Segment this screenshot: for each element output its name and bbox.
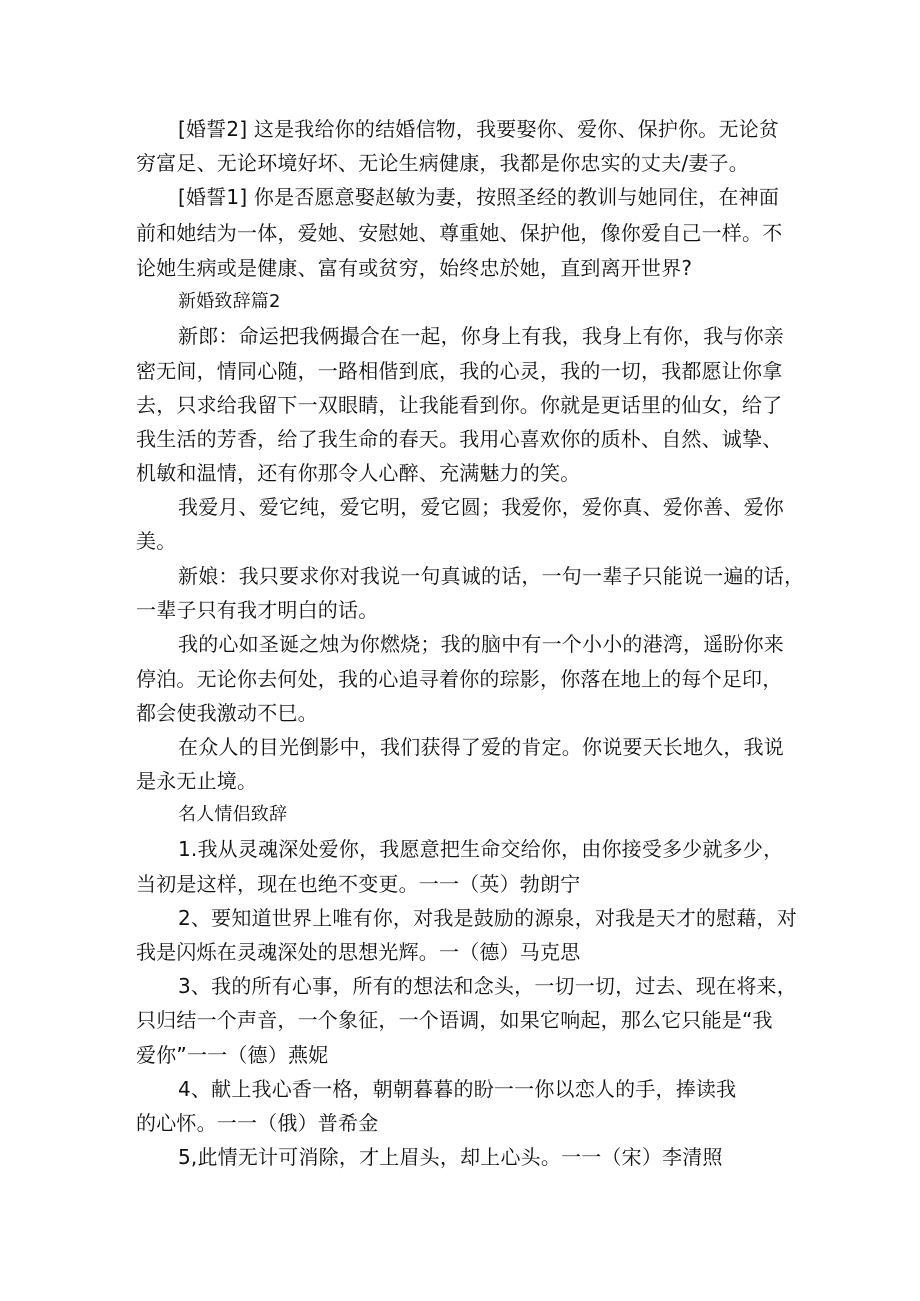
quote-3-line-3: 爱你”一一（德）燕妮 [136, 1043, 329, 1067]
quote-2-line-1: 2、要知道世界上唯有你，对我是鼓励的源泉，对我是天才的慰藉，对 [178, 906, 797, 930]
paragraph-groom-line-4: 我生活的芳香，给了我生命的春天。我用心喜欢你的质朴、自然、诚挚、 [136, 427, 783, 451]
paragraph-vow-2-line-2: 穷富足、无论环境好坏、无论生病健康，我都是你忠实的丈夫/妻子。 [136, 151, 749, 175]
quote-1-line-1: 1.我从灵魂深处爱你，我愿意把生命交给你，由你接受多少就多少， [178, 837, 784, 861]
paragraph-vow-1-line-2: 前和她结为一体，爱她、安慰她、尊重她、保护他，像你爱自己一样。不 [136, 221, 783, 245]
quote-3-line-1: 3、我的所有心事，所有的想法和念头，一切一切，过去、现在将来， [178, 974, 797, 998]
section-heading-wedding-speech-2: 新婚致辞篇2 [178, 291, 281, 312]
quote-2-line-2: 我是闪烁在灵魂深处的思想光辉。一（德）马克思 [136, 940, 581, 964]
paragraph-moon-line-2: 美。 [136, 529, 177, 553]
paragraph-bride-line-2: 一辈子只有我才明白的话。 [136, 598, 379, 622]
paragraph-gaze-line-1: 在众人的目光倒影中，我们获得了爱的肯定。你说要天长地久，我说 [178, 735, 784, 759]
paragraph-groom-line-3: 去，只求给我留下一双眼睛，让我能看到你。你就是更话里的仙女，给了 [136, 393, 783, 417]
quote-4-line-2: 的心怀。一一（俄）普希金 [136, 1111, 379, 1135]
paragraph-groom-line-5: 机敏和温情，还有你那令人心醉、充满魅力的笑。 [136, 461, 581, 485]
paragraph-moon-line-1: 我爱月、爱它纯，爱它明，爱它圆；我爱你，爱你真、爱你善、爱你 [178, 495, 784, 519]
paragraph-groom-line-1: 新郎：命运把我俩撮合在一起，你身上有我，我身上有你，我与你亲 [178, 324, 784, 348]
paragraph-vow-1-line-1: [婚誓1] 你是否愿意娶赵敏为妻，按照圣经的教训与她同住，在神面 [178, 185, 780, 209]
paragraph-groom-line-2: 密无间，情同心随，一路相偕到底，我的心灵，我的一切，我都愿让你拿 [136, 359, 783, 383]
quote-1-line-2: 当初是这样，现在也绝不变更。一一（英）勃朗宁 [136, 872, 581, 896]
quote-5-line-1: 5,此情无计可消除，才上眉头，却上心头。一一（宋）李清照 [178, 1145, 723, 1169]
paragraph-candle-line-2: 停泊。无论你去何处，我的心追寻着你的琮影，你落在地上的每个足印， [136, 667, 783, 691]
quote-3-line-2: 只归结一个声音，一个象征，一个语调，如果它响起，那么它只能是“我 [136, 1008, 773, 1032]
paragraph-gaze-line-2: 是永无止境。 [136, 769, 258, 793]
paragraph-vow-1-line-3: 论她生病或是健康、富有或贫穷，始终忠於她，直到离开世界? [136, 256, 693, 280]
paragraph-candle-line-3: 都会使我激动不巳。 [136, 701, 318, 725]
paragraph-bride-line-1: 新娘：我只要求你对我说一句真诚的话，一句一辈子只能说一遍的话， [178, 564, 805, 588]
paragraph-vow-2-line-1: [婚誓2] 这是我给你的结婚信物，我要娶你、爱你、保护你。无论贫 [178, 117, 780, 141]
paragraph-candle-line-1: 我的心如圣诞之烛为你燃烧；我的脑中有一个小小的港湾，遥盼你来 [178, 632, 784, 656]
section-heading-famous-couples: 名人情侣致辞 [178, 804, 288, 825]
quote-4-line-1: 4、献上我心香一格，朝朝暮暮的盼一一你以恋人的手，捧读我 [178, 1077, 737, 1101]
